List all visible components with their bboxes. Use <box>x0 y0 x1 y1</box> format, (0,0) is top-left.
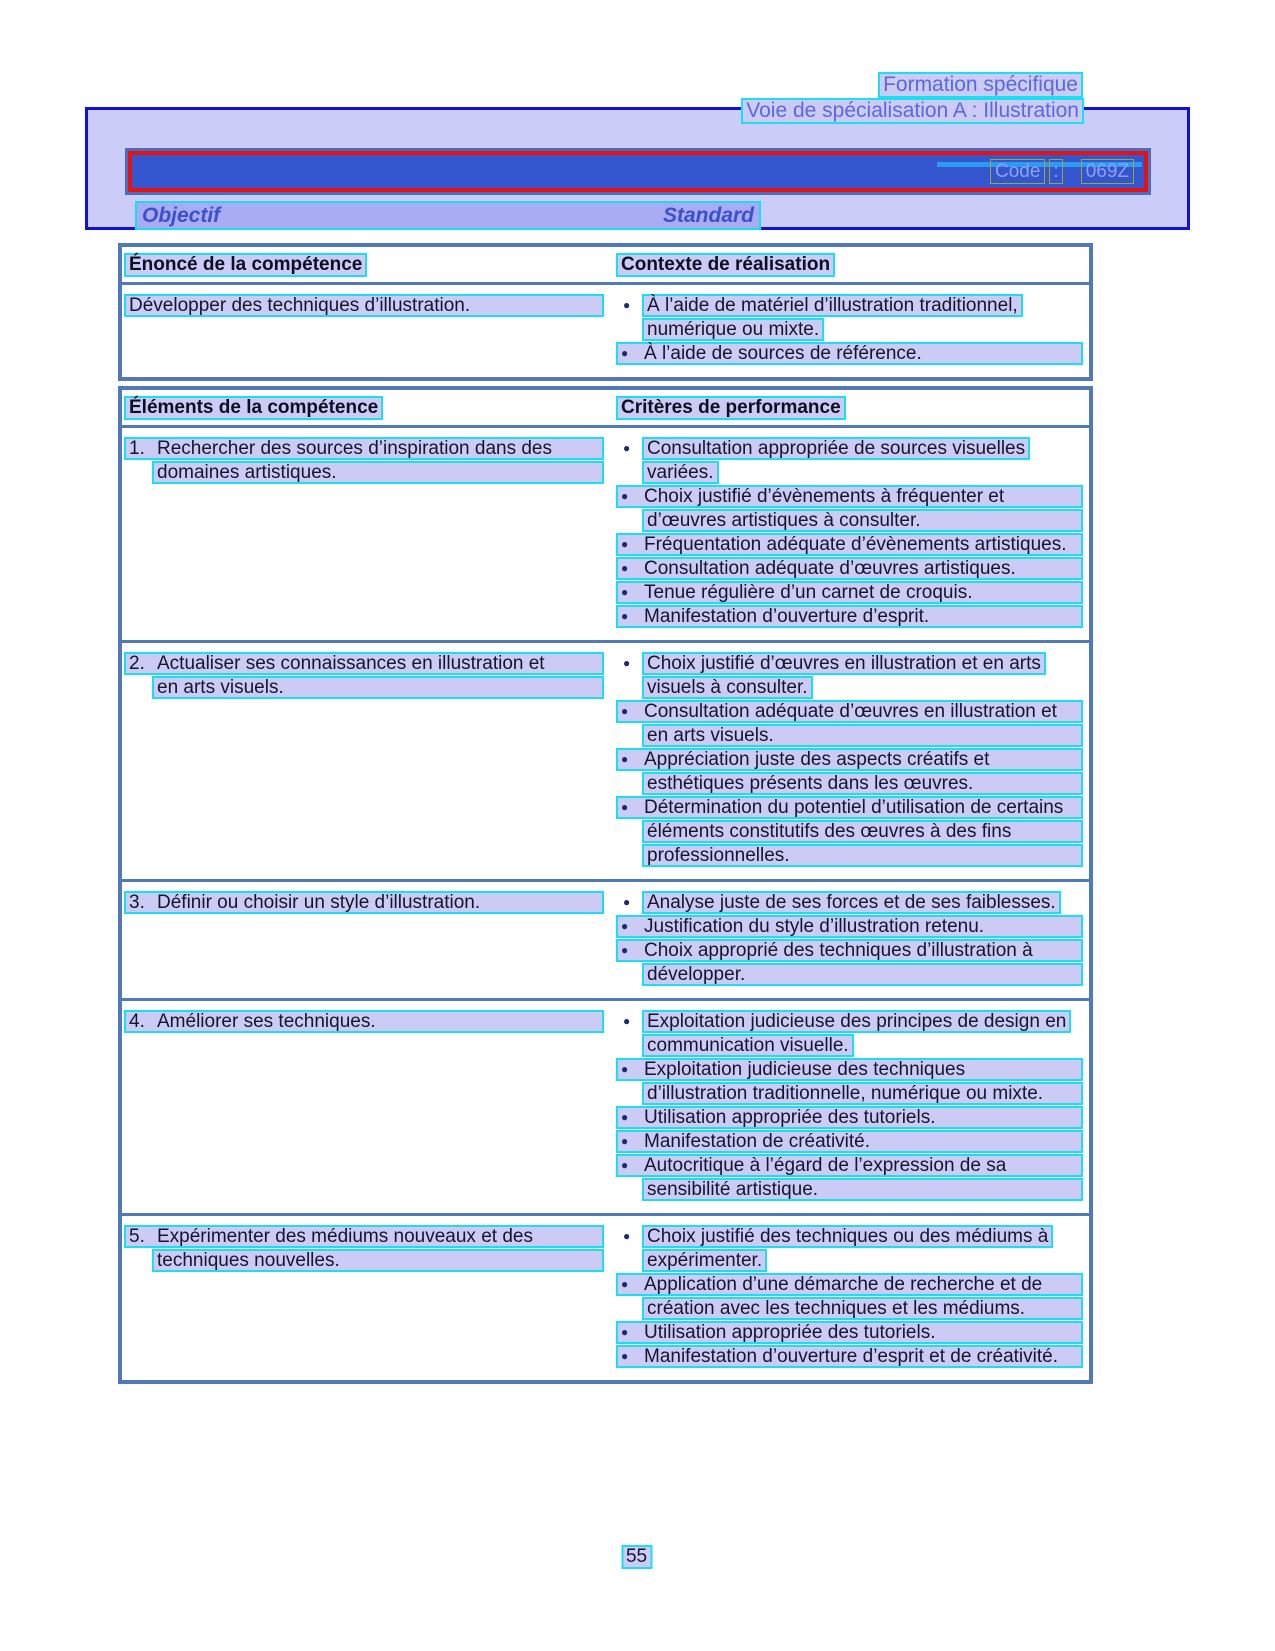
criterion-line: esthétiques présents dans les œuvres. <box>642 772 1083 795</box>
element-statement-cell <box>124 293 616 365</box>
bullet-icon: ● <box>621 1062 629 1076</box>
criterion-line: d’œuvres artistiques à consulter. <box>642 509 1083 532</box>
criterion-line: d’illustration traditionnelle, numérique ou mixte. <box>642 1082 1083 1105</box>
criterion-line: ● Autocritique à l’égard de l’expression de sa <box>616 1154 1083 1177</box>
statement-line: Développer des techniques d’illustration. <box>124 294 604 317</box>
criterion-line: ● Manifestation de créativité. <box>616 1130 1083 1153</box>
criterion-line: ● Exploitation judicieuse des techniques <box>616 1058 1083 1081</box>
criterion-line: ● Justification du style d’illustration retenu. <box>616 915 1083 938</box>
statement-line: techniques nouvelles. <box>152 1249 604 1272</box>
bullet-icon: ● <box>623 298 631 312</box>
criterion-line: Choix justifié des techniques ou des médiums à <box>642 1225 1053 1248</box>
criterion-item <box>616 796 1083 867</box>
criteria-cell <box>616 651 1087 867</box>
table-row <box>122 285 1089 377</box>
criterion-item <box>616 557 1083 580</box>
criterion-line: éléments constitutifs des œuvres à des fins <box>642 820 1083 843</box>
bullet-icon: ● <box>621 1110 629 1124</box>
bullet-icon: ● <box>621 561 629 575</box>
criterion-line: ● Appréciation juste des aspects créatifs et <box>616 748 1083 771</box>
criterion-line: en arts visuels. <box>642 724 1083 747</box>
criterion-item <box>616 581 1083 604</box>
element-statement-cell <box>124 651 616 867</box>
criterion-line: ● Application d’une démarche de recherche et de <box>616 1273 1083 1296</box>
criterion-line: ● Utilisation appropriée des tutoriels. <box>616 1106 1083 1129</box>
criterion-line: ● Fréquentation adéquate d’évènements artistiques. <box>616 533 1083 556</box>
criterion-item <box>616 700 1083 747</box>
table-row <box>122 428 1089 640</box>
competence-elements-table <box>118 386 1093 1384</box>
criterion-lines <box>642 1224 1083 1272</box>
header-voie-specialisation: Voie de spécialisation A : Illustration <box>741 98 1084 124</box>
row-number: 2. <box>129 653 145 674</box>
element-statement-cell <box>124 1224 616 1368</box>
criterion-item <box>616 939 1083 986</box>
criterion-item <box>616 1106 1083 1129</box>
table-row <box>122 640 1089 879</box>
criterion-item <box>616 436 1083 484</box>
statement-line: 3. Définir ou choisir un style d’illustration. <box>124 891 604 914</box>
competence-statement-table <box>118 243 1093 381</box>
bullet-icon: ● <box>621 800 629 814</box>
criterion-line: sensibilité artistique. <box>642 1178 1083 1201</box>
bullet-icon: ● <box>623 441 631 455</box>
criterion-item <box>616 1130 1083 1153</box>
criterion-line: ● Détermination du potentiel d’utilisation de certains <box>616 796 1083 819</box>
table-row <box>122 879 1089 998</box>
statement-line: 1. Rechercher des sources d’inspiration dans des <box>124 437 604 460</box>
code-value: 069Z <box>1081 159 1134 184</box>
criterion-line: professionnelles. <box>642 844 1083 867</box>
statement-line: domaines artistiques. <box>152 461 604 484</box>
table-header-row <box>122 390 1089 428</box>
criterion-line: création avec les techniques et les médiums. <box>642 1297 1083 1320</box>
objectif-label: Objectif <box>142 203 221 227</box>
criteria-cell <box>616 1224 1087 1368</box>
criterion-item <box>616 342 1083 365</box>
bullet-icon: ● <box>621 1158 629 1172</box>
criterion-line: Consultation appropriée de sources visuelles <box>642 437 1030 460</box>
bullet-icon: ● <box>621 1349 629 1363</box>
bullet-icon: ● <box>621 489 629 503</box>
bullet-icon: ● <box>621 346 629 360</box>
bullet-icon: ● <box>623 656 631 670</box>
page-number: 55 <box>621 1545 652 1569</box>
objective-standard-panel <box>85 107 1190 230</box>
criteria-cell <box>616 293 1087 365</box>
element-statement-cell <box>124 890 616 986</box>
criterion-line: développer. <box>642 963 1083 986</box>
element-statement-cell <box>124 436 616 628</box>
bullet-icon: ● <box>621 537 629 551</box>
criterion-line: visuels à consulter. <box>642 676 813 699</box>
criterion-item <box>616 485 1083 532</box>
column-header-enonce: Énoncé de la compétence <box>124 253 616 277</box>
table-row <box>122 1213 1089 1380</box>
row-number: 1. <box>129 438 145 459</box>
bullet-icon: ● <box>623 1229 631 1243</box>
criterion-item <box>616 651 1083 699</box>
column-header-contexte: Contexte de réalisation <box>616 253 1087 277</box>
criterion-line: ● Choix approprié des techniques d’illustration à <box>616 939 1083 962</box>
bullet-icon: ● <box>621 943 629 957</box>
criterion-item <box>616 748 1083 795</box>
row-number: 4. <box>129 1011 145 1032</box>
criterion-item <box>616 890 1083 914</box>
criterion-line: variées. <box>642 461 719 484</box>
row-number: 3. <box>129 892 145 913</box>
criterion-item <box>616 1321 1083 1344</box>
criterion-item <box>616 1058 1083 1105</box>
criterion-line: communication visuelle. <box>642 1034 854 1057</box>
criterion-lines <box>642 651 1083 699</box>
code-banner-inner <box>128 151 1148 192</box>
criterion-lines <box>642 890 1083 914</box>
criteria-cell <box>616 1009 1087 1201</box>
criterion-line: ● À l’aide de sources de référence. <box>616 342 1083 365</box>
table-body <box>122 428 1089 1380</box>
table-header-row <box>122 247 1089 285</box>
code-separator: : <box>1049 159 1062 184</box>
criterion-line: ● Utilisation appropriée des tutoriels. <box>616 1321 1083 1344</box>
criteria-cell <box>616 436 1087 628</box>
table-body <box>122 285 1089 377</box>
criterion-line: ● Manifestation d’ouverture d’esprit et de créativité. <box>616 1345 1083 1368</box>
criteria-cell <box>616 890 1087 986</box>
bullet-icon: ● <box>621 919 629 933</box>
bullet-icon: ● <box>621 1277 629 1291</box>
column-header-elements: Éléments de la compétence <box>124 396 616 420</box>
code-banner <box>125 148 1151 195</box>
criterion-line: ● Consultation adéquate d’œuvres artistiques. <box>616 557 1083 580</box>
column-header-criteres: Critères de performance <box>616 396 1087 420</box>
statement-line: 5. Expérimenter des médiums nouveaux et des <box>124 1225 604 1248</box>
bullet-icon: ● <box>621 585 629 599</box>
bullet-icon: ● <box>621 1134 629 1148</box>
criterion-item <box>616 605 1083 628</box>
criterion-item <box>616 533 1083 556</box>
criterion-line: Exploitation judicieuse des principes de design en <box>642 1010 1071 1033</box>
criterion-line: numérique ou mixte. <box>642 318 824 341</box>
criterion-item <box>616 1009 1083 1057</box>
header-formation-specifique: Formation spécifique <box>878 72 1083 98</box>
statement-line: 4. Améliorer ses techniques. <box>124 1010 604 1033</box>
criterion-line: Choix justifié d’œuvres en illustration et en arts <box>642 652 1046 675</box>
bullet-icon: ● <box>621 704 629 718</box>
element-statement-cell <box>124 1009 616 1201</box>
bullet-icon: ● <box>621 752 629 766</box>
criterion-line: À l’aide de matériel d’illustration traditionnel, <box>642 294 1023 317</box>
bullet-icon: ● <box>621 609 629 623</box>
criterion-line: Analyse juste de ses forces et de ses faiblesses. <box>642 891 1061 914</box>
criterion-lines <box>642 1009 1083 1057</box>
criterion-item <box>616 1345 1083 1368</box>
criterion-line: ● Tenue régulière d’un carnet de croquis. <box>616 581 1083 604</box>
table-row <box>122 998 1089 1213</box>
criterion-line: ● Manifestation d’ouverture d’esprit. <box>616 605 1083 628</box>
criterion-item <box>616 915 1083 938</box>
bullet-icon: ● <box>623 895 631 909</box>
objectif-standard-row <box>135 201 761 230</box>
criterion-item <box>616 1154 1083 1201</box>
criterion-item <box>616 1273 1083 1320</box>
statement-line: 2. Actualiser ses connaissances en illustration et <box>124 652 604 675</box>
criterion-lines <box>642 293 1083 341</box>
criterion-lines <box>642 436 1083 484</box>
bullet-icon: ● <box>623 1014 631 1028</box>
statement-line: en arts visuels. <box>152 676 604 699</box>
criterion-item <box>616 293 1083 341</box>
row-number: 5. <box>129 1226 145 1247</box>
bullet-icon: ● <box>621 1325 629 1339</box>
standard-label: Standard <box>662 203 754 227</box>
criterion-item <box>616 1224 1083 1272</box>
code-label: Code <box>990 159 1045 184</box>
criterion-line: expérimenter. <box>642 1249 767 1272</box>
criterion-line: ● Consultation adéquate d’œuvres en illustration et <box>616 700 1083 723</box>
criterion-line: ● Choix justifié d’évènements à fréquenter et <box>616 485 1083 508</box>
